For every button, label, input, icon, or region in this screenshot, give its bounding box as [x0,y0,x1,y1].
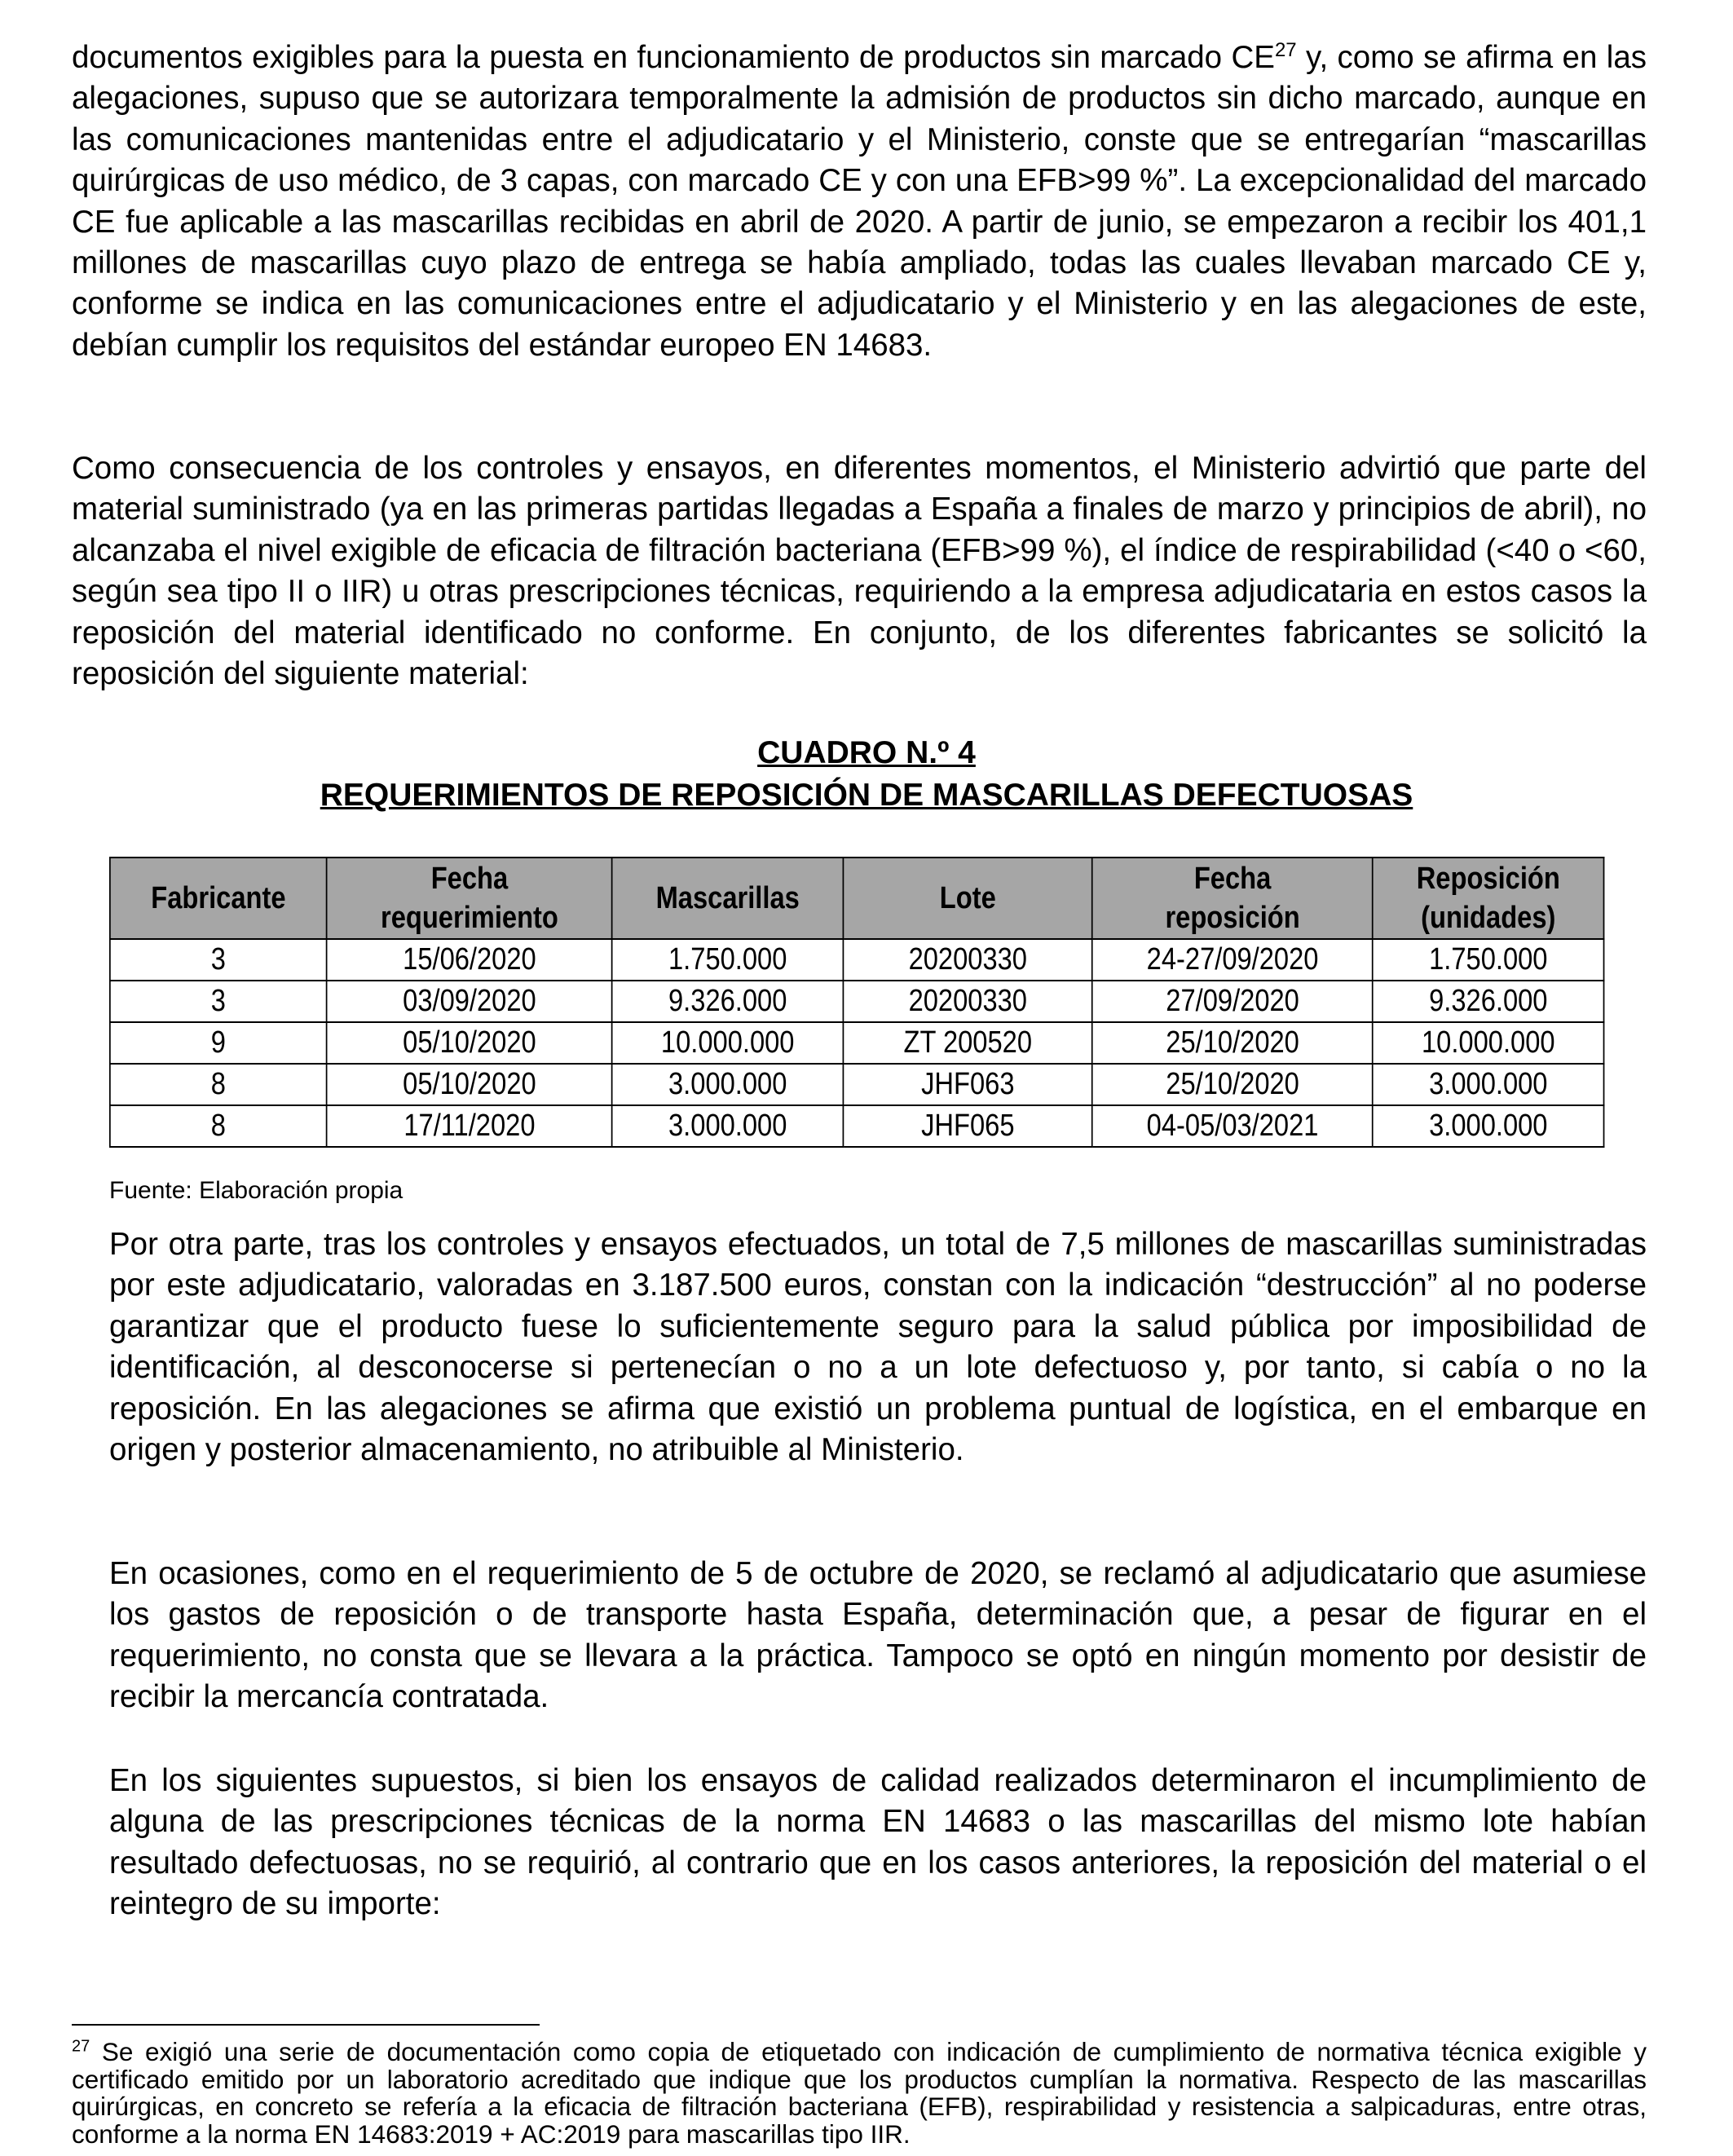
table-source-note: Fuente: Elaboración propia [109,1177,403,1204]
table-row [110,1105,1604,1147]
cell-lote: JHF063 [843,1064,1092,1105]
cell-fabricante: 8 [110,1105,327,1147]
header-fecha-reposicion: Fecha reposición [1092,858,1373,939]
footnote-text: Se exigió una serie de documentación como copia de etiquetado con indicación de cumplimiento de normativa técnica exigible y certificado emitido por un laboratorio acreditado que indique que los productos cumplían la normativa. Respecto de las mascarillas quirúrgicas, en concreto se refería a la eficacia de filtración bacteriana (EFB), respirabilidad y resistencia a salpicaduras, entre otras, conforme a la norma EN 14683:2019 + AC:2019 para mascarillas tipo IIR. [72,2037,1647,2149]
paragraph-1 [72,37,1647,366]
cell-fecha-reposicion: 25/10/2020 [1092,1064,1373,1105]
cell-mascarillas: 3.000.000 [612,1064,844,1105]
header-reposicion-unidades: Reposición (unidades) [1373,858,1603,939]
cell-reposicion: 9.326.000 [1373,981,1603,1022]
cell-fecha-requerimiento: 17/11/2020 [327,1105,612,1147]
footnote-number: 27 [72,2037,90,2056]
cell-fabricante: 3 [110,981,327,1022]
table-header-row [110,858,1604,939]
cell-fecha-requerimiento: 05/10/2020 [327,1064,612,1105]
cell-lote: JHF065 [843,1105,1092,1147]
cell-fecha-reposicion: 24-27/09/2020 [1092,939,1373,981]
table-row [110,939,1604,981]
cell-reposicion: 1.750.000 [1373,939,1603,981]
table-title-number: CUADRO N.º 4 [757,735,976,770]
cell-mascarillas: 3.000.000 [612,1105,844,1147]
cell-fecha-reposicion: 27/09/2020 [1092,981,1373,1022]
footnote [72,2039,1647,2148]
header-fabricante: Fabricante [110,858,327,939]
cell-mascarillas: 10.000.000 [612,1022,844,1064]
paragraph-1-rest: y, como se afirma en las alegaciones, supuso que se autorizara temporalmente la admisión de productos sin dicho marcado, aunque en las comunicaciones mantenidas entre el adjudicatario y el Ministerio, conste que se entregarían “mascarillas quirúrgicas de uso médico, de 3 capas, con marcado CE y con una EFB>99 %”. La excepcionalidad del marcado CE fue aplicable a las mascarillas recibidas en abril de 2020. A partir de junio, se empezaron a recibir los 401,1 millones de mascarillas cuyo plazo de entrega se había ampliado, todas las cuales llevaban marcado CE y, conforme se indica en las comunicaciones entre el adjudicatario y el Ministerio y en las alegaciones de este, debían cumplir los requisitos del estándar europeo EN 14683. [72,40,1647,363]
footnote-separator [72,2024,540,2026]
cell-fabricante: 3 [110,939,327,981]
cell-lote: 20200330 [843,981,1092,1022]
table-row [110,1022,1604,1064]
cell-lote: 20200330 [843,939,1092,981]
paragraph-1-start: documentos exigibles para la puesta en funcionamiento de productos sin marcado CE [72,40,1275,75]
cell-reposicion: 3.000.000 [1373,1064,1603,1105]
replacement-requests-table [109,857,1604,1148]
cell-fecha-requerimiento: 03/09/2020 [327,981,612,1022]
cell-fabricante: 9 [110,1022,327,1064]
header-mascarillas: Mascarillas [612,858,844,939]
table-row [110,1064,1604,1105]
footnote-reference[interactable]: 27 [1274,39,1297,62]
header-fecha-requerimiento: Fecha requerimiento [327,858,612,939]
paragraph-5: En los siguientes supuestos, si bien los ensayos de calidad realizados determinaron el incumplimiento de alguna de las prescripciones técnicas de la norma EN 14683 o las mascarillas del mismo lote habían resultado defectuosas, no se requirió, al contrario que en los casos anteriores, la reposición del material o el reintegro de su importe: [109,1763,1647,1922]
table-title: REQUERIMIENTOS DE REPOSICIÓN DE MASCARILLAS DEFECTUOSAS [320,778,1413,813]
cell-reposicion: 10.000.000 [1373,1022,1603,1064]
cell-fecha-requerimiento: 05/10/2020 [327,1022,612,1064]
table-row [110,981,1604,1022]
cell-mascarillas: 1.750.000 [612,939,844,981]
cell-fecha-reposicion: 04-05/03/2021 [1092,1105,1373,1147]
paragraph-2: Como consecuencia de los controles y ensayos, en diferentes momentos, el Ministerio advirtió que parte del material suministrado (ya en las primeras partidas llegadas a España a finales de marzo y principios de abril), no alcanzaba el nivel exigible de eficacia de filtración bacteriana (EFB>99 %), el índice de respirabilidad (<40 o <60, según sea tipo II o IIR) u otras prescripciones técnicas, requiriendo a la empresa adjudicataria en estos casos la reposición del material identificado no conforme. En conjunto, de los diferentes fabricantes se solicitó la reposición del siguiente material: [72,451,1647,692]
cell-fecha-requerimiento: 15/06/2020 [327,939,612,981]
paragraph-4: En ocasiones, como en el requerimiento de 5 de octubre de 2020, se reclamó al adjudicatario que asumiese los gastos de reposición o de transporte hasta España, determinación que, a pesar de figurar en el requerimiento, no consta que se llevara a la práctica. Tampoco se optó en ningún momento por desistir de recibir la mercancía contratada. [109,1556,1647,1715]
cell-reposicion: 3.000.000 [1373,1105,1603,1147]
cell-mascarillas: 9.326.000 [612,981,844,1022]
paragraph-3: Por otra parte, tras los controles y ensayos efectuados, un total de 7,5 millones de mascarillas suministradas por este adjudicatario, valoradas en 3.187.500 euros, constan con la indicación “destrucción” al no poderse garantizar que el producto fuese lo suficientemente seguro para la salud pública por imposibilidad de identificación, al desconocerse si pertenecían o no a un lote defectuoso y, por tanto, si cabía o no la reposición. En las alegaciones se afirma que existió un problema puntual de logística, en el embarque en origen y posterior almacenamiento, no atribuible al Ministerio. [109,1227,1647,1468]
cell-fabricante: 8 [110,1064,327,1105]
header-lote: Lote [843,858,1092,939]
cell-lote: ZT 200520 [843,1022,1092,1064]
cell-fecha-reposicion: 25/10/2020 [1092,1022,1373,1064]
